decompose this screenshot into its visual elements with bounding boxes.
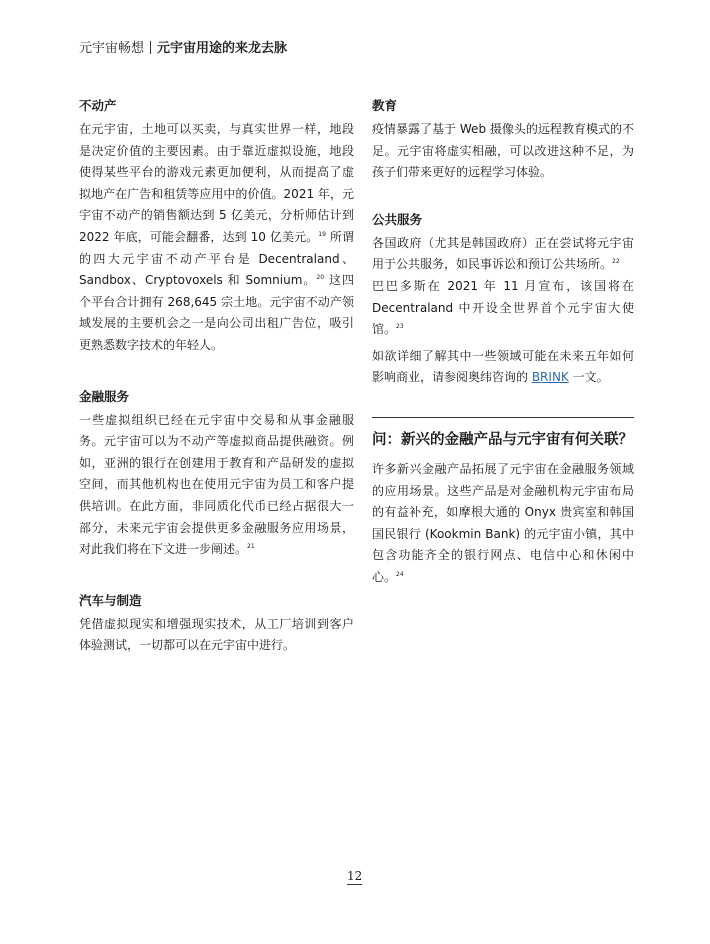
brink-link[interactable]: BRINK bbox=[531, 370, 569, 385]
section-finance bbox=[79, 387, 354, 561]
footnote-ref-21[interactable]: 21 bbox=[247, 543, 255, 551]
section-title-auto: 汽车与制造 bbox=[79, 592, 142, 608]
public-text-3-post: 一文。 bbox=[568, 370, 609, 385]
running-header bbox=[79, 37, 287, 56]
left-column bbox=[79, 96, 354, 687]
header-divider bbox=[150, 41, 151, 54]
footnote-ref-22[interactable]: 22 bbox=[612, 258, 620, 266]
section-education bbox=[372, 96, 634, 184]
footnote-ref-23[interactable]: 23 bbox=[396, 323, 404, 331]
question-text: 许多新兴金融产品拓展了元宇宙在金融服务领域的应用场景。这些产品是对金融机构元宇宙布局的有益补充，如摩根大通的 Onyx 贵宾室和韩国国民银行 (Kookmin Bank) 的元宇宙小镇，其中包含功能齐全的银行网点、电信中心和休闲中心。 bbox=[372, 461, 634, 584]
section-title-public: 公共服务 bbox=[372, 211, 423, 227]
header-title: 元宇宙用途的来龙去脉 bbox=[157, 41, 288, 56]
section-auto bbox=[79, 591, 354, 657]
right-column bbox=[372, 96, 634, 619]
finance-body bbox=[79, 410, 354, 561]
auto-body: 凭借虚拟现实和增强现实技术，从工厂培训到客户体验测试，一切都可以在元宇宙中进行。 bbox=[79, 616, 354, 653]
public-text-3-pre: 如欲详细了解其中一些领域可能在未来五年如何影响商业，请参阅奥纬咨询的 bbox=[372, 348, 634, 385]
public-body-1 bbox=[372, 233, 634, 276]
page-number: 12 bbox=[347, 869, 363, 883]
header-brand: 元宇宙畅想 bbox=[79, 41, 145, 56]
section-public bbox=[372, 210, 634, 389]
section-title-finance: 金融服务 bbox=[79, 388, 130, 404]
public-body-3 bbox=[372, 346, 634, 389]
real-estate-body bbox=[79, 119, 354, 357]
question-body bbox=[372, 459, 634, 589]
public-text-2: 巴巴多斯在 2021 年 11 月宣布，该国将在 Decentraland 中开设全世界首个元宇宙大使馆。 bbox=[372, 278, 634, 337]
section-question bbox=[372, 417, 634, 589]
real-estate-text-2: 所谓的四大元宇宙不动产平台是 Decentraland、Sandbox、Cryptovoxels 和 Somnium。 bbox=[79, 229, 354, 288]
question-heading: 问：新兴的金融产品与元宇宙有何关联？ bbox=[372, 417, 634, 449]
footnote-ref-20[interactable]: 20 bbox=[316, 274, 325, 282]
section-title-real-estate: 不动产 bbox=[79, 98, 117, 113]
real-estate-text-3: 这四个平台合计拥有 268,645 宗土地。元宇宙不动产领域发展的主要机会之一是向公司出租广告位，吸引更熟悉数字技术的年轻人。 bbox=[79, 273, 354, 352]
footnote-ref-24[interactable]: 24 bbox=[396, 570, 404, 578]
real-estate-text-1: 在元宇宙，土地可以买卖，与真实世界一样，地段是决定价值的主要因素。由于靠近虚拟设施，地段使得某些平台的游戏元素更加便利，从而提高了虚拟地产在广告和租赁等应用中的价值。2021 年，元宇宙不动产的销售额达到 5 亿美元，分析师估计到 2022 年底，可能会翻番，达到 10 亿美元。 bbox=[79, 122, 354, 244]
finance-text: 一些虚拟组织已经在元宇宙中交易和从事金融服务。元宇宙可以为不动产等虚拟商品提供融资。例如，亚洲的银行在创建用于教育和产品研发的虚拟空间，而其他机构也在使用元宇宙为员工和客户提供培训。在此方面，非同质化代币已经占据很大一部分，未来元宇宙会提供更多金融服务应用场景，对此我们将在下文进一步阐述。 bbox=[79, 412, 354, 557]
section-title-education: 教育 bbox=[372, 98, 398, 113]
public-text-1: 各国政府（尤其是韩国政府）正在尝试将元宇宙用于公共服务，如民事诉讼和预订公共场所。 bbox=[372, 235, 634, 272]
public-body-2 bbox=[372, 276, 634, 341]
education-body: 疫情暴露了基于 Web 摄像头的远程教育模式的不足。元宇宙将虚实相融，可以改进这种不足，为孩子们带来更好的远程学习体验。 bbox=[372, 122, 634, 180]
footnote-ref-19[interactable]: 19 bbox=[318, 230, 326, 238]
section-real-estate bbox=[79, 96, 354, 357]
